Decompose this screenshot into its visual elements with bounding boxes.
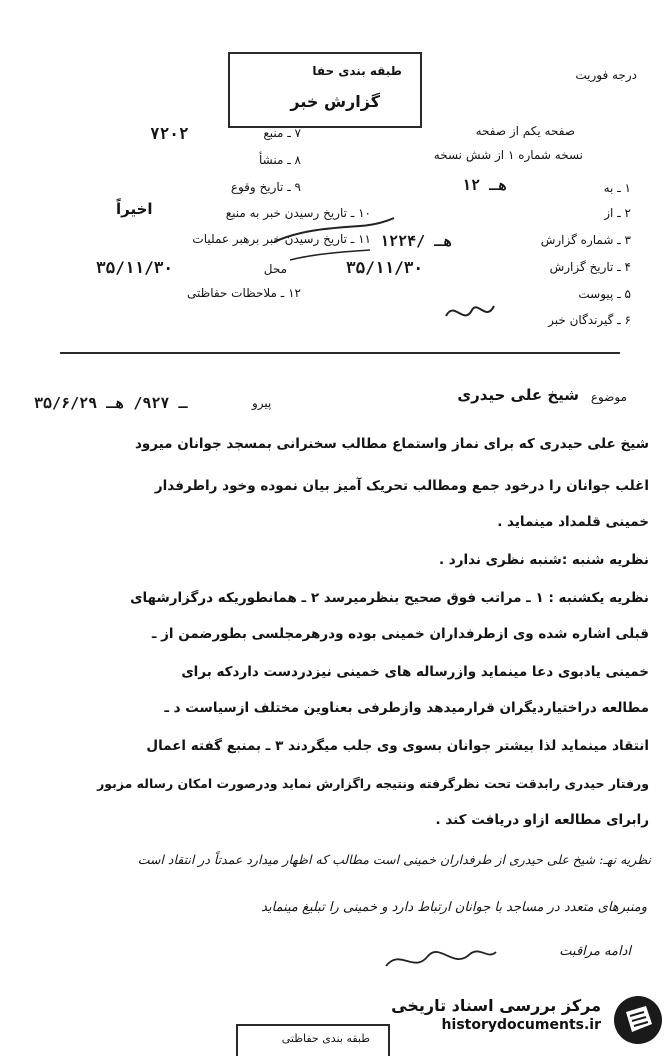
classification-label: طبقه بندی حفا	[312, 64, 402, 78]
source-label: ۷ ـ منبع	[263, 126, 301, 140]
report-title: گزارش خبر	[290, 92, 380, 111]
event-date-label: ۹ ـ تاریخ وقوع	[230, 180, 301, 194]
place-value: ۳۵/۱۱/۳۰	[96, 258, 174, 277]
subject-label: موضوع	[590, 390, 627, 404]
watermark-site: historydocuments.ir	[441, 1017, 601, 1033]
recipients-label: ۶ ـ گیرندگان خبر	[548, 313, 631, 327]
body-line: خمینی قلمداد مینماید .	[497, 514, 649, 530]
to-value: ۱۲ هـ	[462, 176, 508, 194]
body-line: رابرای مطالعه ازاو دریافت کند .	[435, 812, 649, 828]
body-line: نظریه یکشنبه : ۱ ـ مراتب فوق صحیح بنظرمیرسد ۲ ـ همانطوریکه درگزارشهای	[130, 590, 649, 606]
assessment-signature	[380, 940, 500, 980]
report-number-label: ۳ ـ شماره گزارش	[540, 233, 631, 247]
footer-label: طبقه بندی حفاظتی	[281, 1032, 370, 1045]
body-line: شیخ علی حیدری که برای نماز واستماع مطالب سخنرانی بمسجد جوانان میرود	[134, 436, 649, 452]
from-label: ۲ ـ از	[604, 206, 631, 220]
place-label: محل	[263, 262, 287, 276]
reference-value: ۳۵/۶/۲۹ ـ ۹۲۷/ هـ	[34, 394, 188, 412]
report-number-value: ۱۲۲۴/ هـ	[380, 232, 453, 250]
page-info: صفحه یکم از صفحه	[475, 124, 575, 138]
body-line: ورفتار حیدری رابدقت تحت نظرگرفته ونتیجه راگزارش نماید ودرصورت امکان رساله مزبور	[97, 776, 649, 791]
source-value: ۷۲۰۲	[150, 124, 189, 143]
archive-logo-icon	[612, 994, 664, 1046]
report-date-value: ۳۵/۱۱/۳۰	[346, 258, 424, 277]
body-line: نظریه شنبه :شنبه نظری ندارد .	[438, 552, 649, 568]
handwritten-line: ومنبرهای متعدد در مساجد با جوانان ارتباط دارد و خمینی را تبلیغ مینماید	[261, 900, 647, 915]
watermark	[391, 996, 601, 1033]
body-line: قبلی اشاره شده وی ازطرفداران خمینی بوده ودرهرمجلسی بطورضمن از ـ	[151, 626, 649, 642]
reference-label: پیرو	[252, 396, 272, 410]
received-by-leader-label: ۱۱ ـ تاریخ رسیدن خبر برهبر عملیات	[192, 232, 371, 246]
attachment-label: ۵ ـ پیوست	[578, 287, 631, 301]
received-by-source-label: ۱۰ ـ تاریخ رسیدن خبر به منبع	[225, 206, 371, 220]
handwritten-mark	[270, 200, 400, 270]
subject-value: شیخ علی حیدری	[457, 386, 579, 404]
body-line: اغلب جوانان را درخود جمع ومطالب تحریک آمیز بیان نموده وخود راطرفدار	[154, 478, 649, 494]
footer-classification	[236, 1024, 390, 1056]
copy-info: نسخه شماره ۱ از شش نسخه	[433, 148, 583, 162]
recipient-signature	[440, 296, 500, 332]
header-divider	[60, 352, 620, 354]
handwritten-line: ادامه مراقبت	[559, 944, 631, 959]
to-label: ۱ ـ به	[603, 181, 631, 195]
watermark-org: مرکز بررسی اسناد تاریخی	[391, 996, 601, 1015]
origin-label: ۸ ـ منشأ	[258, 153, 301, 167]
handwritten-line: نظریه نهـ: شیخ علی حیدری از طرفداران خمینی است مطالب که اظهار میدارد عمدتاً در انتقاد است	[137, 852, 651, 867]
body-line: مطالعه دراختیاردیگران قرارمیدهد وازطرفی بعناوین مختلف ازسیاست د ـ	[164, 700, 649, 716]
report-date-label: ۴ ـ تاریخ گزارش	[549, 260, 631, 274]
classification-stamp	[228, 52, 422, 128]
priority-label: درجه فوریت	[575, 68, 637, 82]
body-line: انتقاد مینماید لذا بیشتر جوانان بسوی وی جلب میگردند ۳ ـ بمنبع گفته اعمال	[146, 738, 649, 754]
security-notes-label: ۱۲ ـ ملاحظات حفاظتی	[187, 286, 301, 300]
body-line: خمینی یادبوی دعا مینماید وازرساله های خمینی نیزدردست داردکه برای	[181, 664, 649, 680]
received-by-source-value: اخیراً	[116, 200, 153, 218]
